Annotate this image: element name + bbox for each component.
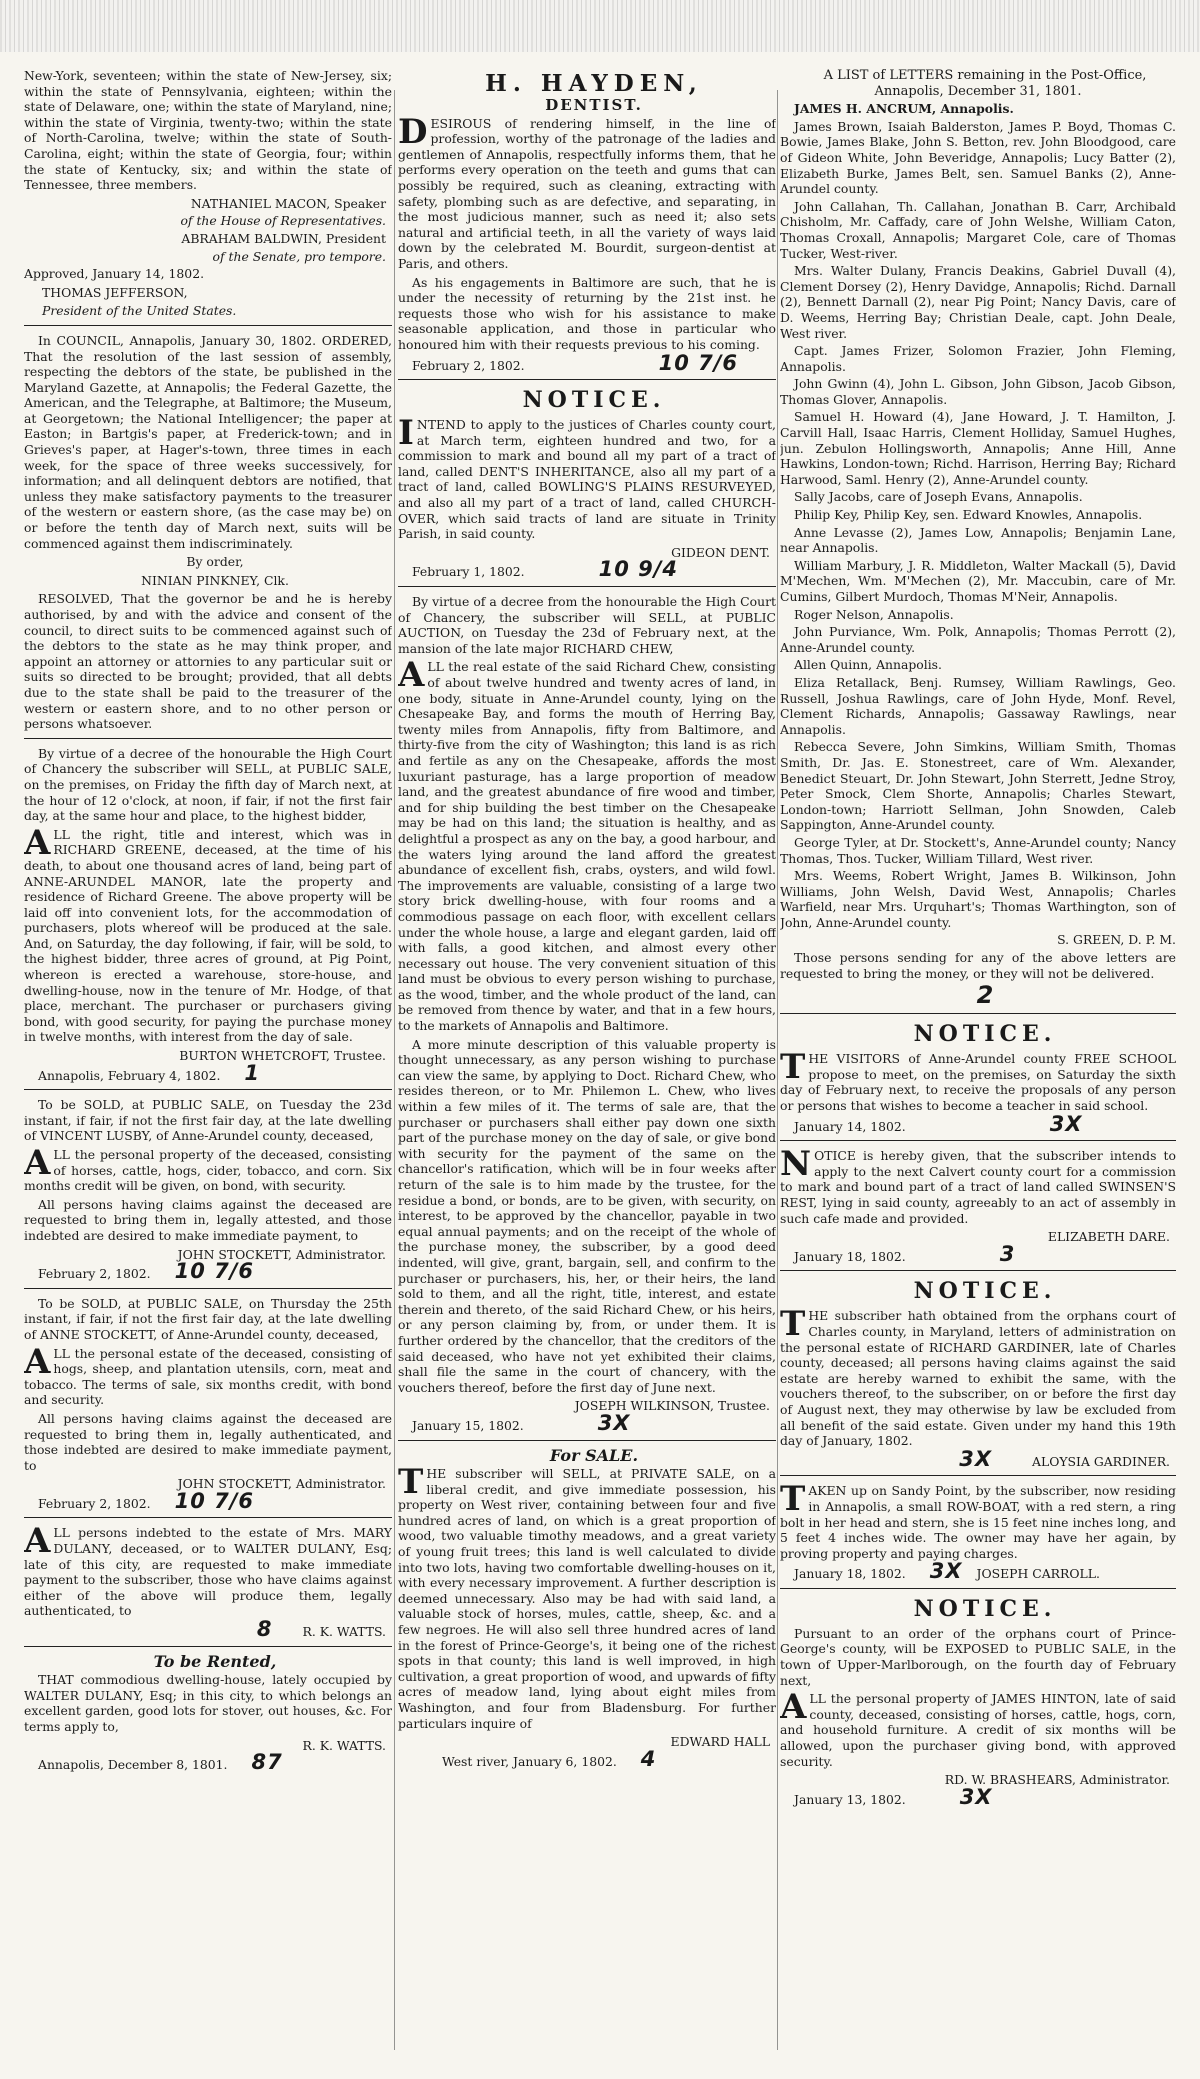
visitors-heading: NOTICE. <box>913 1021 1057 1048</box>
greene-intro: By virtue of a decree of the honourable the High Court of Chancery the subscriber will SELL, at PUBLIC SALE, on the premises, on Friday the fifth day of March next, at the hour of 12 o'clock, at noon, if fair, if not the first fair day, at the same hour and place, to the highest bidder, <box>24 745 392 824</box>
dent-signer: GIDEON DENT. <box>671 544 770 560</box>
letters-entry: John Gwinn (4), John L. Gibson, John Gibson, Jacob Gibson, Thomas Glover, Annapolis. <box>780 376 1176 407</box>
hayden-body <box>398 111 776 272</box>
dent-body <box>398 413 776 542</box>
dulany-body-text: LL persons indebted to the estate of Mrs. MARY DULANY, deceased, or to WALTER DULANY, Esq; late of this city, are requested to make immediate payment to the subscriber, those who have claims against either of the above will produce them, legally authenticated, to <box>24 1525 392 1619</box>
hall-for-sale-ad <box>398 1445 776 1771</box>
hinton-body <box>780 1687 1176 1769</box>
column-rule-1 <box>394 90 395 2050</box>
letters-entry: George Tyler, at Dr. Stockett's, Anne-Arundel county; Nancy Thomas, Thos. Tucker, William Tillard, West river. <box>780 834 1176 866</box>
handwritten-mark: 3X <box>1049 1111 1083 1136</box>
to-be-rented-ad <box>24 1651 392 1775</box>
letters-footer: Those persons sending for any of the above letters are requested to bring the money, or they will not be delivered. <box>780 950 1176 981</box>
council-by-order: By order, <box>186 554 244 570</box>
hall-heading: For SALE. <box>549 1445 639 1465</box>
lusby-claims: All persons having claims against the deceased are requested to bring them in, legally attested, and those indebted are desired to make immediate payment, to <box>24 1196 392 1243</box>
dent-date <box>398 557 776 582</box>
dulany-estate-ad <box>24 1521 392 1642</box>
visitors-body-text: HE VISITORS of Anne-Arundel county FREE SCHOOL propose to meet, on the premises, on Saturday the sixth day of February next, to receive the proposals of any person or persons that wishes to become a teacher in said school. <box>780 1051 1176 1114</box>
chew-signer: JOSEPH WILKINSON, Trustee. <box>574 1398 770 1414</box>
rented-body: THAT commodious dwelling-house, lately occupied by WALTER DULANY, Esq; in this city, to which belongs an excellent garden, good lots for stover, out houses, &c. For terms apply to, <box>24 1672 392 1734</box>
letters-entry: Samuel H. Howard (4), Jane Howard, J. T. Hamilton, J. Carvill Hall, Isaac Harris, Clement Holliday, Samuel Hughes, jun. Zebulon Hollingsworth, Annapolis; Anne Hill, Anne Hawkins, London-town; Richd. Harrison, Herring Bay; Richard Harwood, Saml. Henry (2), Anne-Arundel county. <box>780 409 1176 487</box>
hall-signer: EDWARD HALL <box>670 1734 770 1750</box>
act-signer-1: NATHANIEL MACON, Speaker <box>190 195 386 211</box>
handwritten-mark: 3 <box>999 1241 1016 1266</box>
handwritten-mark: 10 9/4 <box>598 557 679 582</box>
handwritten-mark: 2 <box>976 981 994 1010</box>
chew-date <box>398 1410 776 1435</box>
carroll-body-text: AKEN up on Sandy Point, by the subscriber, now residing in Annapolis, a small ROW-BOAT, with a red stern, a ring bolt in her head and stern, she is 15 feet nine inches long, and 5 feet 4 inches wide. The owner may have her again, by proving property and paying charges. <box>780 1483 1176 1561</box>
hall-body-text: HE subscriber will SELL, at PRIVATE SALE, on a liberal credit, and give immediate possession, his property on West river, containing between four and five hundred acres of land, on which is a great proportion of wood, two valuable timothy meadows, and a great variety of young fruit trees; this land is well calculated to divide into two lots, having two comfortable dwelling-houses on it, with every necessary improvement. A further description is deemed unnecessary. Also may be had with said land, a valuable stock of horses, mules, cattle, sheep, &c. and a few negroes. He will also sell three hundred acres of land in the forest of Prince-George's, it being one of the richest spots in that county; this land is well improved, in high cultivation, a great proportion of wood, and upwards of fifty acres of meadow land, lying about eight miles from Washington, and four from Bladensburg. For further particulars inquire of <box>398 1466 776 1731</box>
lusby-intro: To be SOLD, at PUBLIC SALE, on Tuesday the 23d instant, if fair, if not the first fair day, at the late dwelling of VINCENT LUSBY, of Anne-Arundel county, deceased, <box>24 1097 392 1144</box>
letters-entry: Anne Levasse (2), James Low, Annapolis; Benjamin Lane, near Annapolis. <box>780 524 1176 556</box>
dare-signer: ELIZABETH DARE. <box>1047 1229 1170 1245</box>
handwritten-mark: 3X <box>959 1784 993 1809</box>
hayden-heading: H. HAYDEN, <box>485 70 703 97</box>
stockett-body-text: LL the personal estate of the deceased, consisting of hogs, sheep, and plantation utensils, corn, meat and tobacco. The terms of sale, six months credit, with bond and security. <box>24 1345 392 1408</box>
divider <box>24 1288 392 1289</box>
chew-intro: By virtue of a decree from the honourable the High Court of Chancery, the subscriber will SELL, at PUBLIC AUCTION, on Tuesday the 23d of February next, at the mansion of the late major RICHARD CHEW, <box>398 594 776 656</box>
stockett-sale-ad <box>24 1296 392 1512</box>
carroll-signer: JOSEPH CARROLL. <box>976 1566 1100 1582</box>
dare-date <box>780 1241 1176 1266</box>
chew-body-text: LL the real estate of the said Richard Chew, consisting of about twelve hundred and twenty acres of land, in one body, situate in Anne-Arundel county, lying on the Chesapeake Bay, and forms the mouth of Herring Bay, twenty miles from Annapolis, fifty from Baltimore, and thirty-five from the city of Washington; this land is as rich and fertile as any on the Chesapeake, affords the most luxuriant pasturage, has a large proportion of meadow land, and the greatest abundance of fire wood and timber, and for ship building the best timber on the Chesapeake may be had on this land; the situation is healthy, and as delightful a prospect as any on the bay, a good harbour, and the waters lying around the land afford the greatest abundance of excellent fish, crabs, oysters, and wild fowl. The improvements are valuable, consisting of a large two story brick dwelling-house, with four rooms and a commodious passage on each floor, with excellent cellars under the whole house, a large and elegant garden, laid off with falls, a good kitchen, and almost every other necessary out house. The very convenient situation of this land must be obvious to every person wishing to purchase, as the wood, timber, and the whole product of the land, can be removed from thence by water, and that in a few hours, to the markets of Annapolis and Baltimore. <box>398 659 776 1034</box>
dropcap: T <box>398 1462 424 1503</box>
gardiner-signer-text: ALOYSIA GARDINER. <box>1032 1453 1170 1469</box>
dropcap: A <box>780 1687 807 1728</box>
act-continuation <box>24 68 392 319</box>
handwritten-mark: 8 <box>256 1617 273 1642</box>
act-signer-1-title: of the House of Representatives. <box>180 213 386 229</box>
hayden-body-2: As his engagements in Baltimore are such, that he is under the necessity of returning by the 21st inst. he requests those who wish for his assistance to make seasonable application, and those in particular who honoured him with their requests previous to his coming. <box>398 274 776 352</box>
dare-body-text: OTICE is hereby given, that the subscriber intends to apply to the next Calvert county court for a commission to mark and bound part of a tract of land called SWINSEN'S REST, lying in said county, agreeably to an act of assembly in such cafe made and provided. <box>780 1148 1176 1226</box>
rented-heading: To be Rented, <box>153 1651 277 1671</box>
divider <box>780 1140 1176 1141</box>
divider <box>398 379 776 380</box>
divider <box>398 1440 776 1441</box>
dare-body <box>780 1144 1176 1226</box>
greene-body <box>24 822 392 1045</box>
dropcap: I <box>398 413 414 454</box>
carroll-body <box>780 1479 1176 1561</box>
visitors-date <box>780 1111 1176 1136</box>
gardiner-signer <box>780 1446 1170 1471</box>
rented-date <box>24 1750 392 1775</box>
divider <box>24 1517 392 1518</box>
hinton-date <box>780 1784 1176 1809</box>
hinton-notice <box>780 1596 1176 1808</box>
hinton-date-text: January 13, 1802. <box>794 1791 906 1807</box>
dulany-signer-text: R. K. WATTS. <box>302 1624 386 1640</box>
letters-entry: Allen Quinn, Annapolis. <box>794 657 942 673</box>
column-rule-2 <box>777 90 778 2050</box>
rented-signer: R. K. WATTS. <box>302 1737 386 1753</box>
rented-date-text: Annapolis, December 8, 1801. <box>38 1757 228 1773</box>
dent-body-text: NTEND to apply to the justices of Charles county court, at March term, eighteen hundred and two, for a commission to mark and bound all my part of a tract of land, called DENT'S INHERITANCE, also all my part of a tract of land, called BOWLING'S PLAINS RESURVEYED, and also all my part of a tract of land, called CHURCH-OVER, which said tracts of land are situate in Trinity Parish, in said county. <box>398 417 776 542</box>
act-president: THOMAS JEFFERSON, <box>42 284 188 300</box>
divider <box>780 1270 1176 1271</box>
council-signer: NINIAN PINKNEY, Clk. <box>141 572 289 588</box>
letters-entry: William Marbury, J. R. Middleton, Walter Mackall (5), David M'Mechen, Wm. M'Mechen (2), Mr. Maccubin, care of Mr. Cumins, Gilbert Murdoch, Thomas M'Neir, Annapolis. <box>780 557 1176 604</box>
council-resolved: RESOLVED, That the governor be and he is hereby authorised, by and with the advice and consent of the council, to direct suits to be commenced against such of the debtors to the state as he may think proper, and appoint an attorney or attornies to any particular suit or suits so directed to be brought; provided, that all debts due to the state shall be paid to the treasurer of the western or eastern shore, and to no other person or persons whatsoever. <box>24 591 392 732</box>
dropcap: A <box>24 1521 51 1562</box>
gardiner-body <box>780 1304 1176 1449</box>
stockett-body <box>24 1341 392 1408</box>
handwritten-mark: 3X <box>929 1559 963 1584</box>
divider <box>780 1475 1176 1476</box>
greene-signer: BURTON WHETCROFT, Trustee. <box>179 1048 386 1064</box>
dent-notice-heading: NOTICE. <box>522 387 666 414</box>
council-order <box>24 333 392 732</box>
dropcap: T <box>780 1304 806 1345</box>
letters-entry: James Brown, Isaiah Balderston, James P. Boyd, Thomas C. Bowie, James Blake, John S. Betton, rev. John Bloodgood, care of Gideon White, John Beveridge, Annapolis; Lucy Batter (2), Elizabeth Burke, James Belt, sen. Samuel Banks (2), Anne-Arundel county. <box>780 118 1176 197</box>
dare-notice <box>780 1144 1176 1266</box>
letters-entry: Philip Key, Philip Key, sen. Edward Knowles, Annapolis. <box>794 507 1143 523</box>
hayden-dentist-ad <box>398 70 776 373</box>
hayden-subheading: DENTIST. <box>545 96 643 114</box>
lusby-date <box>24 1259 392 1284</box>
greene-date <box>24 1060 392 1085</box>
hinton-heading: NOTICE. <box>913 1595 1057 1622</box>
greene-sale-ad <box>24 746 392 1083</box>
divider <box>24 1646 392 1647</box>
chew-date-text: January 15, 1802. <box>412 1417 524 1433</box>
handwritten-mark: 10 7/6 <box>174 1259 255 1284</box>
divider <box>24 325 392 326</box>
stockett-date <box>24 1488 392 1513</box>
handwritten-mark: 87 <box>251 1750 283 1775</box>
column-left <box>24 68 392 2063</box>
visitors-notice <box>780 1021 1176 1134</box>
letters-list <box>780 68 1176 1010</box>
letters-signer: S. GREEN, D. P. M. <box>1057 932 1176 948</box>
letters-entry: Mrs. Walter Dulany, Francis Deakins, Gabriel Duvall (4), Clement Dorsey (2), Henry Davidge, Annapolis; Richd. Darnall (2), Bennett Darnall (2), near Pig Point; Nancy Davis, care of D. Weems, Herring Bay; Christian Deale, capt. John Deale, West river. <box>780 263 1176 341</box>
dent-date-text: February 1, 1802. <box>412 564 525 580</box>
act-text: New-York, seventeen; within the state of New-Jersey, six; within the state of Pennsylvania, eighteen; within the state of Delaware, one; within the state of Maryland, nine; within the state of Virginia, twenty-two; within the state of North-Carolina, twelve; within the state of South-Carolina, eight; within the state of Georgia, four; within the state of Kentucky, six; and within the state of Tennessee, three members. <box>24 68 392 193</box>
letters-first: JAMES H. ANCRUM, Annapolis. <box>794 101 1014 117</box>
gardiner-notice <box>780 1278 1176 1469</box>
letters-title: A LIST of LETTERS remaining in the Post-Office, Annapolis, December 31, 1801. <box>823 68 1147 99</box>
hinton-intro: Pursuant to an order of the orphans court of Prince-George's county, will be EXPOSED to PUBLIC SALE, in the town of Upper-Marlborough, on the fourth day of February next, <box>780 1625 1176 1688</box>
act-president-title: President of the United States. <box>42 303 237 319</box>
stockett-signer: JOHN STOCKETT, Administrator. <box>177 1476 386 1492</box>
dropcap: A <box>24 1341 51 1382</box>
dropcap: A <box>398 655 425 696</box>
visitors-date-text: January 14, 1802. <box>794 1118 906 1134</box>
divider <box>780 1588 1176 1589</box>
hall-date <box>428 1746 776 1771</box>
lusby-date-text: February 2, 1802. <box>38 1266 151 1282</box>
chew-body <box>398 655 776 1034</box>
lusby-body <box>24 1143 392 1194</box>
handwritten-mark: 10 7/6 <box>174 1488 255 1513</box>
carroll-notice <box>780 1479 1176 1584</box>
hayden-date-text: February 2, 1802. <box>412 357 525 373</box>
divider <box>780 1013 1176 1014</box>
divider <box>24 738 392 739</box>
divider <box>24 1089 392 1090</box>
letters-entry: Mrs. Weems, Robert Wright, James B. Wilkinson, John Williams, John Welsh, David West, Annapolis; Charles Warfield, near Mrs. Urquhart's; Thomas Warthington, son of John, Anne-Arundel county. <box>780 868 1176 930</box>
letters-entry: John Callahan, Th. Callahan, Jonathan B. Carr, Archibald Chisholm, Mr. Caffady, care of John Welshe, William Caton, Thomas Croxall, Annapolis; Margaret Cole, care of Thomas Tucker, West-river. <box>780 198 1176 261</box>
carroll-date-text: January 18, 1802. <box>794 1566 906 1582</box>
dulany-signer <box>24 1617 386 1642</box>
chew-body-2: A more minute description of this valuable property is thought unnecessary, as any person wishing to purchase can view the same, by applying to Doct. Richard Chew, who resides thereon, or to Mr. Philemon L. Chew, who lives within a few miles of it. The terms of sale are, that the purchaser or purchasers shall either pay down one sixth part of the purchase money on the day of sale, or give bond with security for the payment of the same on the chancellor's ratification, which will be in four weeks after return of the sale is to him made by the trustee, for the residue a bond, or bonds, are to be given, with security, on interest, to be approved by the chancellor, payable in two equal annual payments; and on the receipt of the whole of the purchase money, the subscriber, by a good deed indented, will give, grant, bargain, sell, and confirm to the purchaser or purchasers, his, her, or their heirs, the land sold to them, and all the right, title, interest, and estate therein and thereto, of the said Richard Chew, or his heirs, or any person claiming by, from, or under them. It is further ordered by the chancellor, that the creditors of the said deceased, who have not yet exhibited their claims, shall file the same in the court of chancery, with the vouchers thereof, before the first day of June next. <box>398 1036 776 1395</box>
hinton-body-text: LL the personal property of JAMES HINTON, late of said county, deceased, consisting of horses, cattle, hogs, corn, and household furniture. A credit of six months will be allowed, upon the purchaser giving bond, with approved security. <box>780 1691 1176 1769</box>
dropcap: D <box>398 111 428 152</box>
act-signer-2: ABRAHAM BALDWIN, President <box>181 230 386 246</box>
hinton-signer: RD. W. BRASHEARS, Administrator. <box>944 1772 1170 1788</box>
hayden-date <box>398 350 776 375</box>
scan-edge-band <box>0 0 1200 52</box>
dulany-body <box>24 1521 392 1619</box>
dent-notice <box>398 387 776 580</box>
handwritten-mark: 3X <box>959 1446 993 1471</box>
hall-date-text: West river, January 6, 1802. <box>442 1753 617 1769</box>
act-signer-2-title: of the Senate, pro tempore. <box>212 248 386 264</box>
carroll-date <box>780 1559 1176 1584</box>
handwritten-mark: 10 7/6 <box>658 350 739 375</box>
column-right <box>780 68 1176 2063</box>
handwritten-mark: 4 <box>640 1746 657 1771</box>
handwritten-mark: 1 <box>244 1060 261 1085</box>
lusby-body-text: LL the personal property of the deceased, consisting of horses, cattle, hogs, cider, tobacco, and corn. Six months credit will be given, on bond, with security. <box>24 1147 392 1194</box>
letters-entry: Roger Nelson, Annapolis. <box>794 606 954 622</box>
handwritten-mark: 3X <box>597 1410 631 1435</box>
stockett-claims: All persons having claims against the deceased are requested to bring them in, legally authenticated, and those indebted are desired to make immediate payment, to <box>24 1410 392 1473</box>
council-order-text: In COUNCIL, Annapolis, January 30, 1802. ORDERED, That the resolution of the last session of assembly, respecting the debtors of the state, be published in the Maryland Gazette, at Annapolis; the Federal Gazette, the American, and the Telegraphe, at Baltimore; the Museum, at Georgetown; the National Intelligencer; the paper at Easton; in Bartgis's paper, at Frederick-town; and in Grieves's paper, at Hager's-town, three times in each week, for the space of three weeks successively, for information; and all delinquent debtors are notified, that unless they make satisfactory payments to the treasurer of the western or eastern shore, (as the case may be) on or before the tenth day of March next, suits will be commenced against them indiscriminately. <box>24 332 392 551</box>
visitors-body <box>780 1047 1176 1114</box>
letters-entry: Capt. James Frizer, Solomon Frazier, John Fleming, Annapolis. <box>780 343 1176 374</box>
dropcap: T <box>780 1479 806 1520</box>
dropcap: A <box>24 1143 51 1183</box>
column-middle <box>398 68 776 2063</box>
greene-body-text: LL the right, title and interest, which was in RICHARD GREENE, deceased, at the time of his death, to about one thousand acres of land, being part of ANNE-ARUNDEL MANOR, late the property and residence of Richard Greene. The above property will be laid off into convenient lots, for the accommodation of purchasers, plots whereof will be produced at the sale. And, on Saturday, the day following, if fair, will be sold, to the highest bidder, three acres of ground, at Pig Point, whereon is erected a warehouse, store-house, and dwelling-house, now in the tenure of Mr. Hodge, of that place, merchant. The purchaser or purchasers giving bond, with good security, for paying the purchase money in twelve months, with interest from the day of sale. <box>24 826 392 1045</box>
stockett-intro: To be SOLD, at PUBLIC SALE, on Thursday the 25th instant, if fair, if not the first fair day, at the late dwelling of ANNE STOCKETT, of Anne-Arundel county, deceased, <box>24 1295 392 1342</box>
gardiner-body-text: HE subscriber hath obtained from the orphans court of Charles county, in Maryland, letters of administration on the personal estate of RICHARD GARDINER, late of Charles county, deceased; all persons having claims against the said estate are hereby warned to exhibit the same, with the vouchers thereof, to the subscriber, on or before the first day of August next, they may otherwise by law be excluded from all benefit of the said estate. Given under my hand this 19th day of January, 1802. <box>780 1308 1176 1449</box>
dare-date-text: January 18, 1802. <box>794 1248 906 1264</box>
dropcap: T <box>780 1047 806 1088</box>
hall-body <box>398 1462 776 1731</box>
hayden-body-text: ESIROUS of rendering himself, in the line of profession, worthy of the patronage of the ladies and gentlemen of Annapolis, respectfully informs them, that he performs every operation on the teeth and gums that can possibly be required, such as cleaning, extracting with safety, plombing such as are defective, and separating, in the most judicious manner, such as need it; also sets natural and artificial teeth, in all the variety of ways laid down by the celebrated M. Bourdit, surgeon-dentist at Paris, and others. <box>398 115 776 271</box>
divider <box>398 586 776 587</box>
chew-auction-ad <box>398 594 776 1433</box>
dropcap: A <box>24 822 51 863</box>
lusby-sale-ad <box>24 1097 392 1282</box>
gardiner-heading: NOTICE. <box>913 1278 1057 1305</box>
stockett-date-text: February 2, 1802. <box>38 1495 151 1511</box>
letters-entry: Rebecca Severe, John Simkins, William Smith, Thomas Smith, Dr. Jas. E. Stonestreet, care of Wm. Alexander, Benedict Steuart, Dr. John Stewart, John Sterrett, Jedne Stroy, Peter Smock, Clem Shorte, Annapolis; Charles Stewart, London-town; Harriott Sellman, John Snowden, Caleb Sappington, Anne-Arundel county. <box>780 739 1176 833</box>
act-approved: Approved, January 14, 1802. <box>24 266 205 282</box>
letters-entry: John Purviance, Wm. Polk, Annapolis; Thomas Perrott (2), Anne-Arundel county. <box>780 624 1176 655</box>
letters-entry: Eliza Retallack, Benj. Rumsey, William Rawlings, Geo. Russell, Joshua Rawlings, care of John Hyde, Monf. Revel, Clement Richards, Annapolis; Gassaway Rawlings, near Annapolis. <box>780 674 1176 737</box>
dropcap: N <box>780 1144 812 1185</box>
greene-date-text: Annapolis, February 4, 1802. <box>38 1067 221 1083</box>
lusby-signer: JOHN STOCKETT, Administrator. <box>177 1246 386 1262</box>
letters-entry: Sally Jacobs, care of Joseph Evans, Annapolis. <box>794 489 1083 505</box>
